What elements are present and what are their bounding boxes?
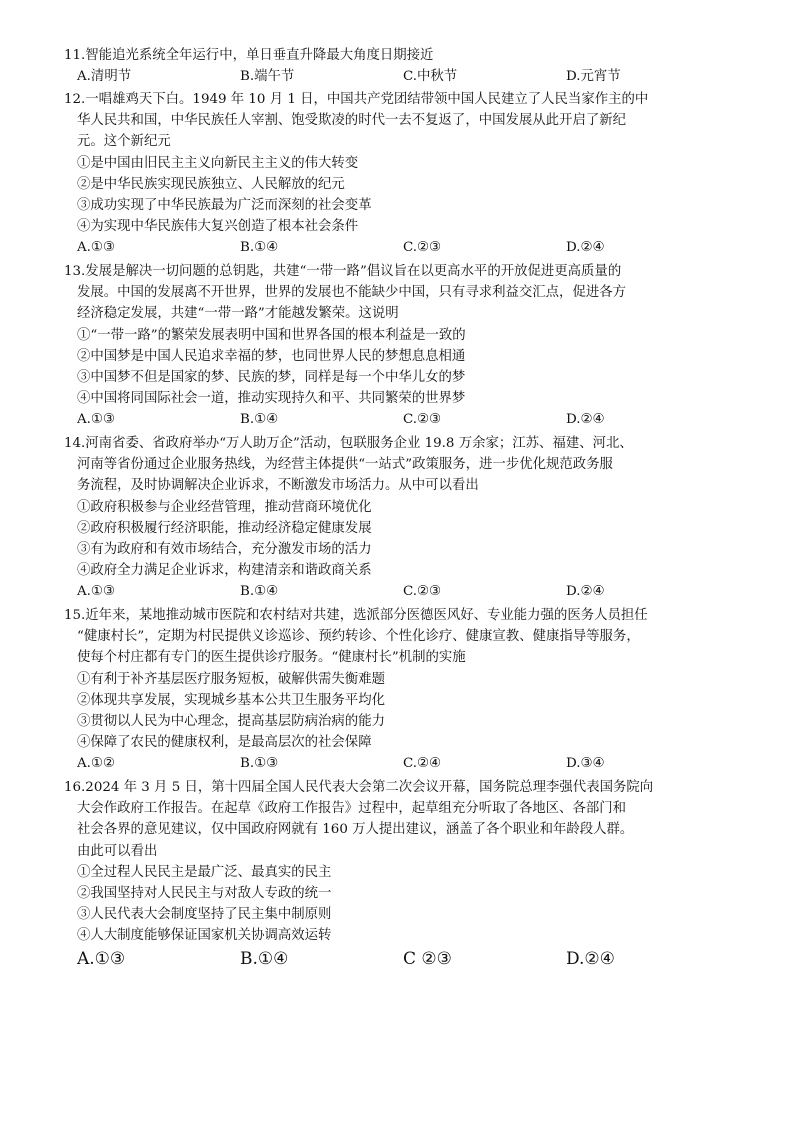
choice-d[interactable]: D.③④ [566,756,605,772]
answer-choices [64,581,764,602]
choice-b[interactable]: B.①④ [240,240,279,256]
choice-d[interactable]: D.元宵节 [566,69,621,85]
question-stem: 经济稳定发展，共建“一带一路”才能越发繁荣。这说明 [77,306,399,322]
question-stem: 务流程，及时协调解决企业诉求，不断激发市场活力。从中可以看出 [77,478,479,494]
choice-a[interactable]: A.①③ [77,948,126,969]
choice-d[interactable]: D.②④ [566,948,615,969]
question-11 [64,45,764,87]
choice-d[interactable]: D.②④ [566,240,605,256]
question-stem: 14.河南省委、省政府举办“万人助万企”活动，包联服务企业 19.8 万余家；江苏、福建、河北、 [64,436,633,451]
question-stem: 使每个村庄都有专门的医生提供诊疗服务。“健康村长”机制的实施 [77,650,466,666]
question-stem: 16.2024 年 3 月 5 日，第十四届全国人民代表大会第二次会议开幕，国务院总理李强代表国务院向 [64,780,654,795]
statement-3: ③有为政府和有效市场结合，充分激发市场的活力 [77,542,372,558]
question-13 [64,261,764,431]
statement-1: ①有利于补齐基层医疗服务短板，破解供需失衡难题 [77,671,385,687]
question-stem: 由此可以看出 [77,843,158,859]
question-stem: 元。这个新纪元 [77,134,171,150]
statement-1: ①是中国由旧民主主义向新民主主义的伟大转变 [77,155,359,171]
statement-2: ②体现共享发展，实现城乡基本公共卫生服务平均化 [77,692,385,708]
choice-d[interactable]: D.②④ [566,584,605,600]
choice-b[interactable]: B.①④ [240,948,289,969]
question-stem: 11.智能追光系统全年运行中，单日垂直升降最大角度日期接近 [64,48,434,63]
statement-2: ②政府积极履行经济职能，推动经济稳定健康发展 [77,520,372,536]
choice-a[interactable]: A.清明节 [77,69,132,85]
statement-2: ②中国梦是中国人民追求幸福的梦，也同世界人民的梦想息息相通 [77,348,466,364]
choice-b[interactable]: B.端午节 [240,69,295,85]
statement-1: ①政府积极参与企业经营管理，推动营商环境优化 [77,499,372,515]
choice-a[interactable]: A.①③ [77,240,115,256]
answer-choices [64,409,764,430]
question-stem: 15.近年来，某地推动城市医院和农村结对共建，选派部分医德医风好、专业能力强的医务人员担任 [64,608,648,623]
choice-c[interactable]: C.②④ [403,756,442,772]
question-16 [64,777,764,970]
question-stem: 发展。中国的发展离不开世界，世界的发展也不能缺少中国，只有寻求利益交汇点，促进各方 [77,285,627,301]
question-stem: 华人民共和国，中华民族任人宰割、饱受欺凌的时代一去不复返了，中国发展从此开启了新纪 [77,113,627,129]
choice-b[interactable]: B.①④ [240,412,279,428]
statement-4: ④保障了农民的健康权利，是最高层次的社会保障 [77,735,372,751]
question-stem: 社会各界的意见建议，仅中国政府网就有 160 万人提出建议，涵盖了各个职业和年龄段人群。 [77,822,634,838]
statement-4: ④政府全力满足企业诉求，构建清亲和谐政商关系 [77,563,372,579]
statement-1: ①“一带一路”的繁荣发展表明中国和世界各国的根本利益是一致的 [77,327,466,343]
question-stem: 河南等省份通过企业服务热线，为经营主体提供“一站式”政策服务，进一步优化规范政务服 [77,457,613,473]
choice-c[interactable]: C.中秋节 [403,69,458,85]
choice-c[interactable]: C ②③ [403,948,452,969]
question-14 [64,433,764,603]
question-stem: 13.发展是解决一切问题的总钥匙，共建“一带一路”倡议旨在以更高水平的开放促进更高质量的 [64,264,622,279]
statement-3: ③贯彻以人民为中心理念，提高基层防病治病的能力 [77,714,385,730]
answer-choices [64,949,764,970]
statement-4: ④为实现中华民族伟大复兴创造了根本社会条件 [77,219,359,235]
choice-b[interactable]: B.①③ [240,756,279,772]
choice-b[interactable]: B.①④ [240,584,279,600]
choice-c[interactable]: C.②③ [403,240,442,256]
question-15 [64,605,764,775]
question-stem: “健康村长”，定期为村民提供义诊巡诊、预约转诊、个性化诊疗、健康宣教、健康指导等服务， [77,629,640,645]
question-stem: 大会作政府工作报告。在起草《政府工作报告》过程中，起草组充分听取了各地区、各部门和 [77,801,627,817]
statement-2: ②我国坚持对人民民主与对敌人专政的统一 [77,886,332,902]
question-stem: 12.一唱雄鸡天下白。1949 年 10 月 1 日，中国共产党团结带领中国人民建立了人民当家作主的中 [64,92,649,107]
statement-4: ④人大制度能够保证国家机关协调高效运转 [77,928,332,944]
statement-2: ②是中华民族实现民族独立、人民解放的纪元 [77,176,345,192]
statement-4: ④中国将同国际社会一道，推动实现持久和平、共同繁荣的世界梦 [77,391,466,407]
answer-choices [64,753,764,774]
choice-a[interactable]: A.①③ [77,412,115,428]
choice-c[interactable]: C.②③ [403,412,442,428]
choice-a[interactable]: A.①② [77,756,115,772]
answer-choices [64,237,764,258]
question-12 [64,89,764,259]
statement-3: ③中国梦不但是国家的梦、民族的梦，同样是每一个中华儿女的梦 [77,370,466,386]
choice-d[interactable]: D.②④ [566,412,605,428]
statement-3: ③成功实现了中华民族最为广泛而深刻的社会变革 [77,198,372,214]
statement-1: ①全过程人民民主是最广泛、最真实的民主 [77,864,332,880]
statement-3: ③人民代表大会制度坚持了民主集中制原则 [77,907,332,923]
choice-a[interactable]: A.①③ [77,584,115,600]
answer-choices [64,66,764,87]
choice-c[interactable]: C.②③ [403,584,442,600]
